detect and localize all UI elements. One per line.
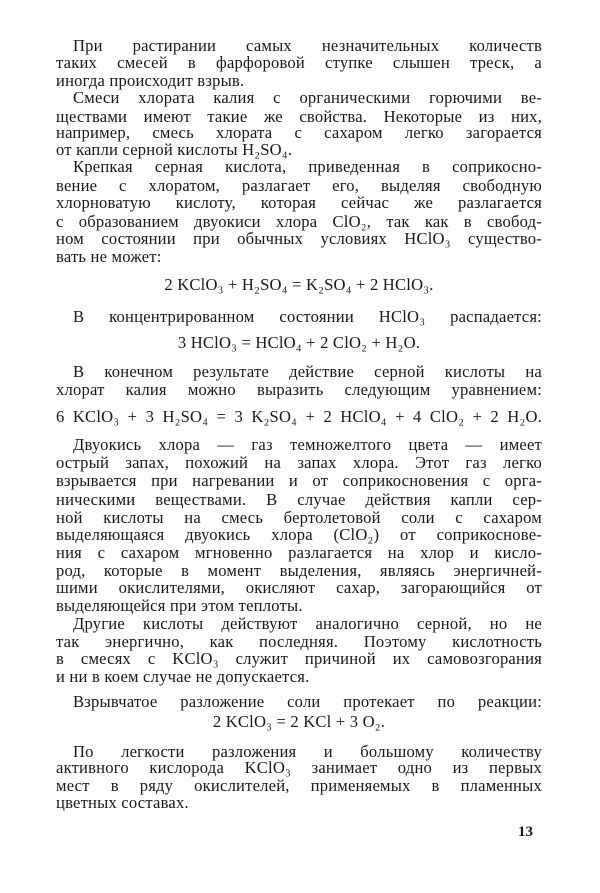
text-line: шими окислителями, окисляют сахар, загорающийся от <box>56 578 542 597</box>
text-line: например, смесь хлората с сахаром легко загорается <box>56 123 542 142</box>
text-line: Двуокись хлора — газ темножелтого цвета — имеет <box>73 435 542 454</box>
text-line: и ни в коем случае не допускается. <box>56 667 310 686</box>
text-line: от капли серной кислоты H₂SO₄. <box>56 140 293 159</box>
text-line: таких смесей в фарфоровой ступке слышен треск, а <box>56 53 542 72</box>
text-line: В концентрированном состоянии HClO₃ распадается: <box>73 307 542 326</box>
text-line: По легкости разложения и большому количеству <box>73 742 542 761</box>
text-line: ществами имеют такие же свойства. Некоторые из них, <box>56 107 542 126</box>
text-line: род, которые в момент выделения, являясь энергичней- <box>56 561 542 580</box>
chemical-equation: 2 KClO₃ + H₂SO₄ = K₂SO₄ + 2 HClO₃. <box>164 275 434 294</box>
chemical-equation: 2 KClO₃ = 2 KCl + 3 O₂. <box>212 712 386 731</box>
text-line: цветных составах. <box>56 793 189 812</box>
text-line: мест в ряду окислителей, применяемых в пламенных <box>56 776 542 795</box>
text-line: с образованием двуокиси хлора ClO₂, так как в свобод- <box>56 212 542 231</box>
text-line: иногда происходит взрыв. <box>56 71 245 90</box>
page-number: 13 <box>518 824 533 840</box>
text-line: выделяющейся при этом теплоты. <box>56 596 303 615</box>
text-line: При растирании самых незначительных количеств <box>73 36 542 55</box>
text-line: хлорноватую кислоту, которая сейчас же разлагается <box>56 193 542 212</box>
text-line: активного кислорода KClO₃ занимает одно из первых <box>56 758 542 777</box>
text-line: Крепкая серная кислота, приведенная в соприкосно- <box>73 157 542 176</box>
text-line: Другие кислоты действуют аналогично серной, но не <box>73 614 542 633</box>
text-line: ном состоянии при обычных условиях HClO₃ существо- <box>56 229 542 248</box>
text-line: выделяющаяся двуокись хлора (ClO₂) от соприкоснове- <box>56 525 542 544</box>
text-line: 6 KClO₃ + 3 H₂SO₄ = 3 K₂SO₄ + 2 HClO₄ + 4 ClO₂ + 2 H₂O. <box>56 407 542 426</box>
text-line: Смеси хлората калия с органическими горючими ве- <box>73 88 542 107</box>
text-line: в смесях с KClO₃ служит причиной их самовозгорания <box>56 649 542 668</box>
text-line: острый запах, похожий на запах хлора. Этот газ легко <box>56 453 542 472</box>
text-line: хлорат калия можно выразить следующим уравнением: <box>56 380 542 399</box>
text-line: вать не может: <box>56 247 162 266</box>
text-line: ния с сахаром мгновенно разлагается на хлор и кисло- <box>56 543 542 562</box>
text-line: В конечном результате действие серной кислоты на <box>73 362 542 381</box>
text-line: ной кислоты на смесь бертолетовой соли с сахаром <box>56 508 542 527</box>
text-line: вение с хлоратом, разлагает его, выделяя свободную <box>56 176 542 195</box>
text-line: Взрывчатое разложение соли протекает по реакции: <box>73 692 542 711</box>
text-line: ническими веществами. В случае действия капли сер- <box>56 490 542 509</box>
text-line: так энергично, как последняя. Поэтому кислотность <box>56 632 542 651</box>
text-line: взрывается при нагревании и от соприкосновения с орга- <box>56 471 542 490</box>
chemical-equation: 3 HClO₃ = HClO₄ + 2 ClO₂ + H₂O. <box>177 333 421 352</box>
